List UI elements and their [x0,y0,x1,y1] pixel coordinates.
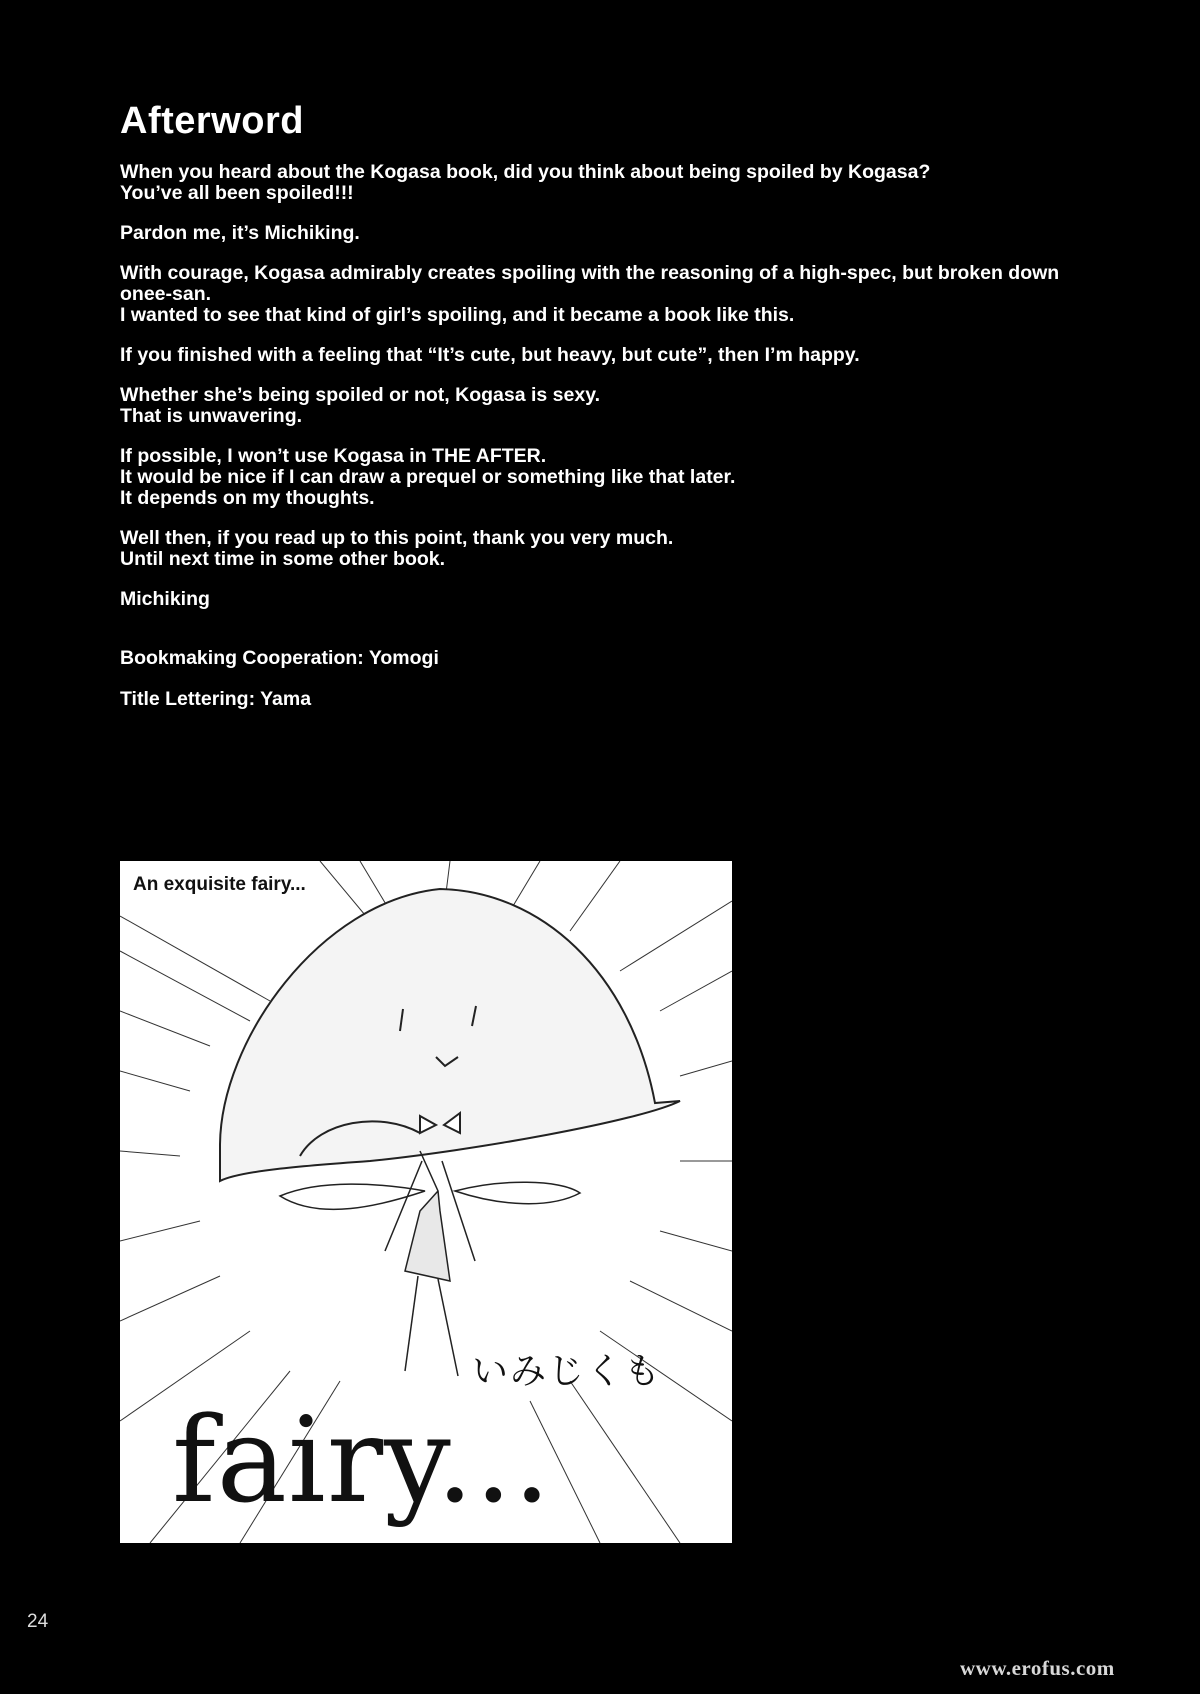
paragraph [120,223,1110,244]
text-line: You’ve all been spoiled!!! [120,182,354,204]
umbrella-hat [220,889,680,1181]
afterword-body [120,162,1110,629]
paragraph [120,345,1110,366]
text-line: It depends on my thoughts. [120,487,375,509]
text-line: Well then, if you read up to this point, thank you very much. [120,527,674,549]
page-title: Afterword [120,100,304,142]
watermark: www.erofus.com [960,1656,1115,1680]
text-line: I wanted to see that kind of girl’s spoiling, and it became a book like this. [120,304,795,326]
text-line: It would be nice if I can draw a prequel or something like that later. [120,466,736,488]
text-line: That is unwavering. [120,405,303,427]
text-line: If possible, I won’t use Kogasa in THE AFTER. [120,445,547,467]
text-line: Until next time in some other book. [120,548,446,570]
text-line: Pardon me, it’s Michiking. [120,222,360,244]
author-name: Michiking [120,588,210,610]
japanese-title: いみじくも [472,1351,663,1392]
text-line: If you finished with a feeling that “It’s cute, but heavy, but cute”, then I’m happy. [120,344,860,366]
paragraph [120,385,1110,427]
credits [120,648,439,730]
paragraph [120,528,1110,570]
paragraph [120,162,1110,204]
credit-bookmaking: Bookmaking Cooperation: Yomogi [120,647,439,669]
paragraph [120,263,1110,326]
panel-caption: An exquisite fairy... [133,874,306,895]
signature [120,589,1110,610]
credit-title-lettering: Title Lettering: Yama [120,688,312,710]
comic-panel [120,861,732,1543]
text-line: Whether she’s being spoiled or not, Kogasa is sexy. [120,384,601,406]
text-line: When you heard about the Kogasa book, did you think about being spoiled by Kogasa? [120,161,931,183]
page-number: 24 [27,1611,49,1632]
text-line: With courage, Kogasa admirably creates spoiling with the reasoning of a high-spec, but broken down onee-san. [120,262,1060,305]
fairy-title: fairy... [172,1391,552,1529]
paragraph [120,446,1110,509]
